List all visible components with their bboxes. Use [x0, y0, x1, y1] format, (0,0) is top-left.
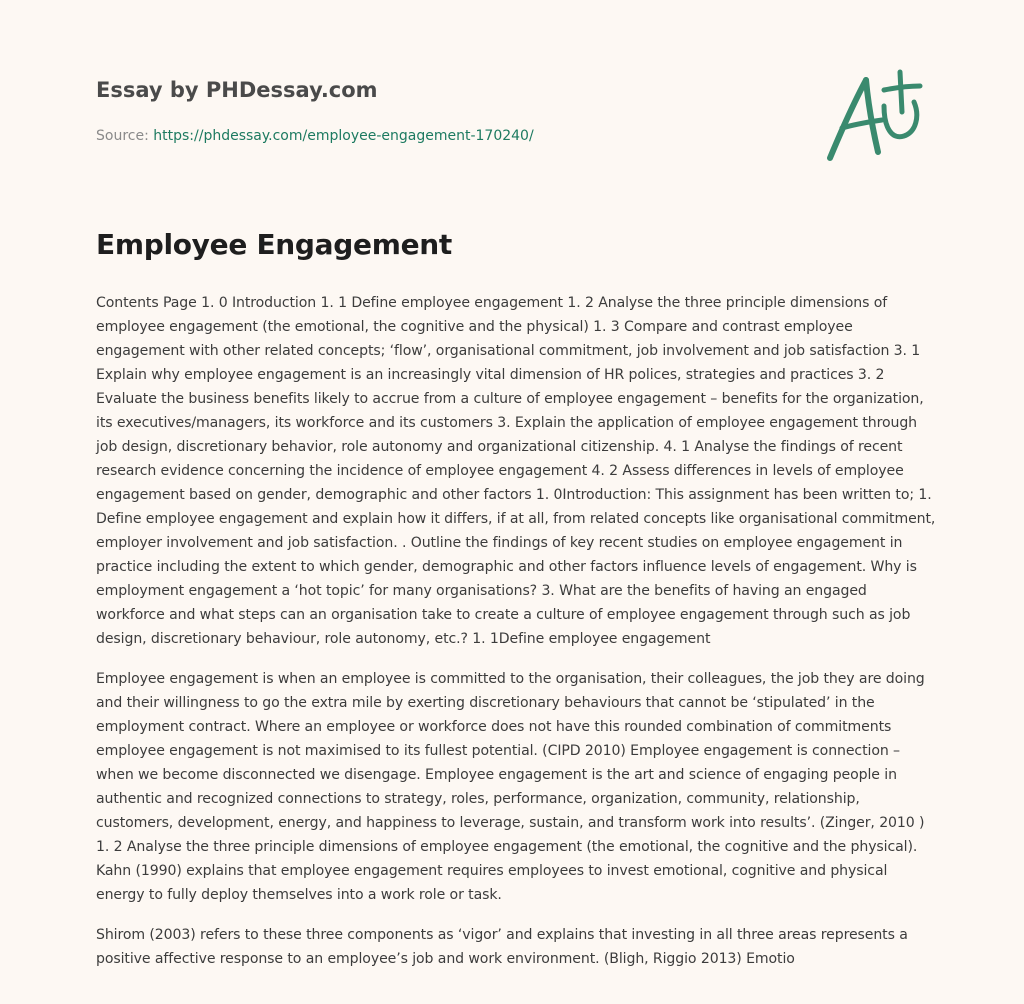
essay-main — [96, 226, 936, 987]
essay-header — [96, 76, 696, 146]
paragraph: Contents Page 1. 0 Introduction 1. 1 Define employee engagement 1. 2 Analyse the three principle dimensions of employee engagement (the emotional, the cognitive and the physical) 1. 3 Compare and contrast employee engagement with other related concepts; ‘flow’, organisational commitment, job involvement and job satisfaction 3. 1 Explain why employee engagement is an increasingly vital dimension of HR polices, strategies and practices 3. 2 Evaluate the business benefits likely to accrue from a culture of employee engagement – benefits for the organization, its executives/managers, its workforce and its customers 3. Explain the application of employee engagement through job design, discretionary behavior, role autonomy and organizational citizenship. 4. 1 Analyse the findings of recent research evidence concerning the incidence of employee engagement 4. 2 Assess differences in levels of employee engagement based on gender, demographic and other factors 1. 0Introduction: This assignment has been written to; 1. Define employee engagement and explain how it differs, if at all, from related concepts like organisational commitment, employer involvement and job satisfaction. . Outline the findings of key recent studies on employee engagement in practice including the extent to which gender, demographic and other factors influence levels of engagement. Why is employment engagement a ‘hot topic’ for many organisations? 3. What are the benefits of having an engaged workforce and what steps can an organisation take to create a culture of employee engagement through such as job design, discretionary behaviour, role autonomy, etc.? 1. 1Define employee engagement — [96, 295, 936, 647]
source-link[interactable]: https://phdessay.com/employee-engagement-170240/ — [153, 128, 534, 144]
paragraph: Shirom (2003) refers to these three components as ‘vigor’ and explains that investing in all three areas represents a positive affective response to an employee’s job and work environment. (Bligh, Riggio 2013) Emotio — [96, 927, 908, 967]
source-label: Source: — [96, 128, 154, 144]
site-title: Essay by PHDessay.com — [96, 78, 378, 102]
paragraph: Employee engagement is when an employee is committed to the organisation, their colleagues, the job they are doing and their willingness to go the extra mile by exerting discretionary behaviours that cannot be ‘stipulated’ in the employment contract. Where an employee or workforce does not have this rounded combination of commitments employee engagement is not maximised to its fullest potential. (CIPD 2010) Employee engagement is connection – when we become disconnected we disengage. Employee engagement is the art and science of engaging people in authentic and recognized connections to strategy, roles, performance, organization, community, relationship, customers, development, energy, and happiness to leverage, sustain, and transform work into results’. (Zinger, 2010 ) 1. 2 Analyse the three principle dimensions of employee engagement (the emotional, the cognitive and the physical). Kahn (1990) explains that employee engagement requires employees to invest emotional, cognitive and physical energy to fully deploy themselves into a work role or task. — [96, 671, 925, 903]
a-plus-logo-icon — [822, 66, 928, 166]
source-line — [96, 126, 696, 146]
page-title: Employee Engagement — [96, 228, 452, 261]
